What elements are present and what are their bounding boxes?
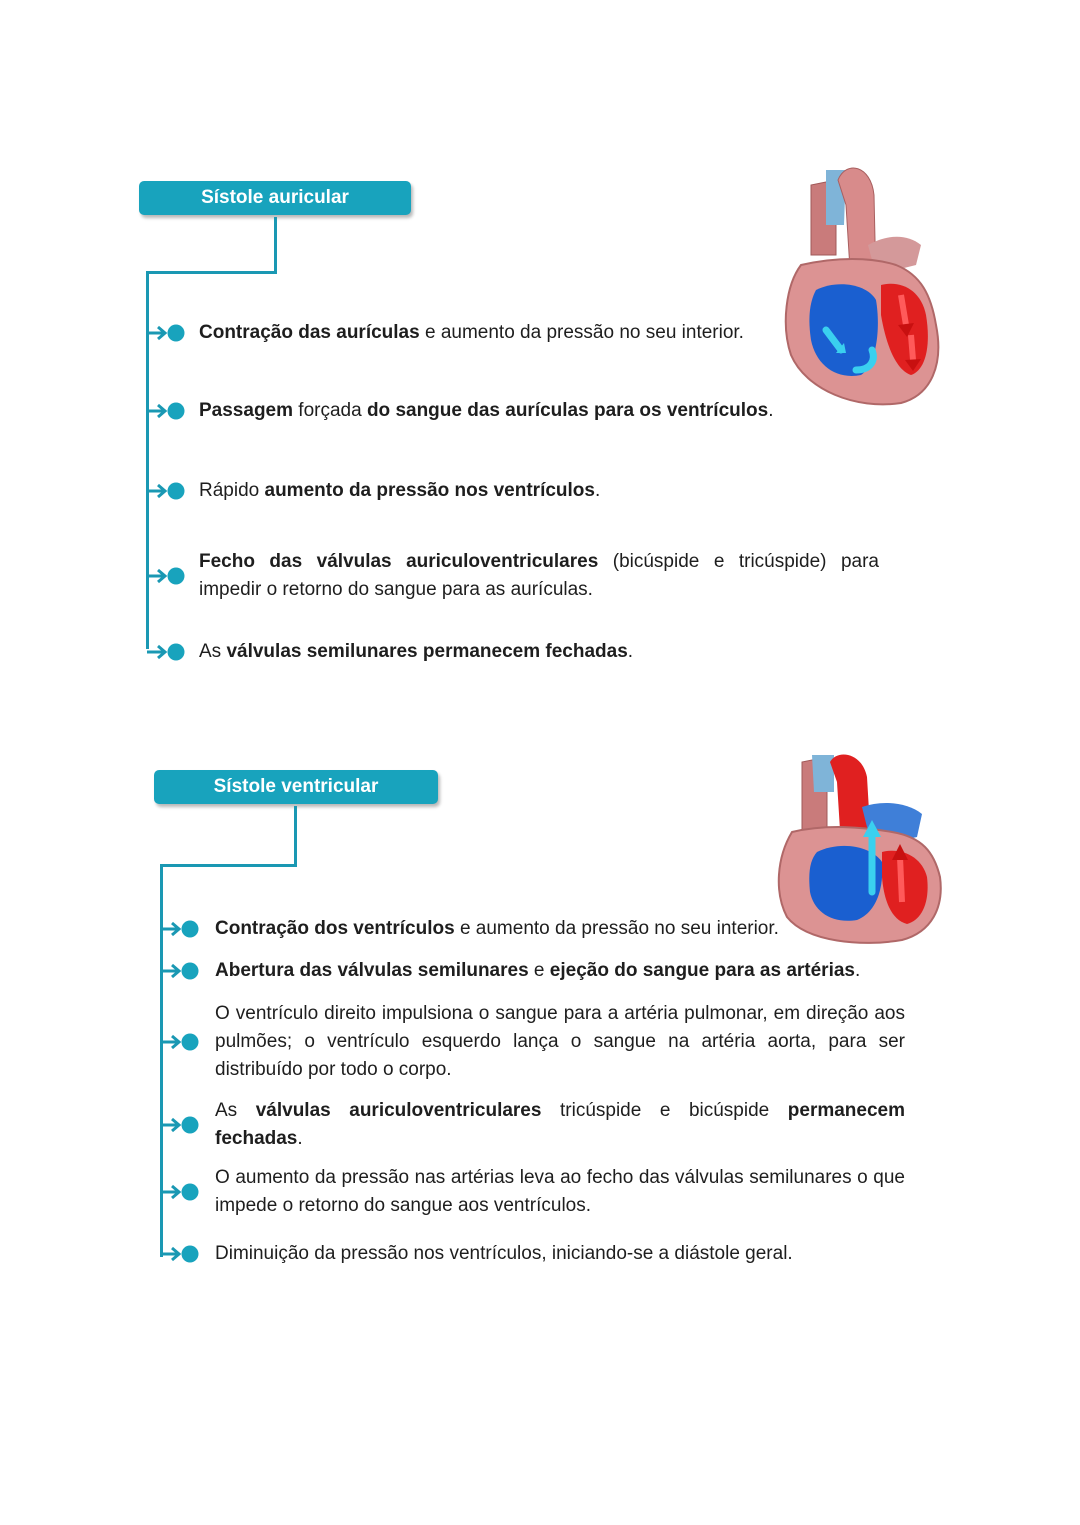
arrow-bullet-icon bbox=[160, 1182, 204, 1202]
text-run: e bbox=[528, 960, 550, 981]
arrow-bullet-icon bbox=[160, 1115, 204, 1135]
bold-text: Passagem bbox=[199, 400, 294, 421]
section-title-ventricular-systole: Sístole ventricular bbox=[154, 770, 438, 804]
bold-text: válvulas auriculoventriculares bbox=[255, 1100, 542, 1121]
bold-text: Contração das aurículas bbox=[199, 322, 420, 343]
list-item bbox=[215, 1097, 905, 1153]
bold-text: Fecho das válvulas auriculoventriculares bbox=[199, 551, 599, 572]
list-item bbox=[199, 638, 879, 666]
arrow-bullet-icon bbox=[146, 401, 190, 421]
list-item bbox=[215, 1000, 905, 1084]
list-item bbox=[215, 1240, 905, 1268]
bold-text: ejeção do sangue para as artérias bbox=[549, 960, 855, 981]
arrow-bullet-icon bbox=[160, 961, 204, 981]
arrow-bullet-icon bbox=[146, 323, 190, 343]
list-item bbox=[215, 957, 905, 985]
arrow-bullet-icon bbox=[146, 481, 190, 501]
text-run: tricúspide e bicúspide bbox=[541, 1100, 788, 1121]
text-run: (bicúspide e tricúspide) para impedir o retorno do sangue para as aurículas. bbox=[199, 551, 879, 600]
arrow-bullet-icon bbox=[146, 566, 190, 586]
arrow-bullet-icon bbox=[160, 1032, 204, 1052]
arrow-bullet-icon bbox=[160, 1244, 204, 1264]
bold-text: válvulas semilunares permanecem fechadas bbox=[226, 641, 628, 662]
section-title-atrial-systole: Sístole auricular bbox=[139, 181, 411, 215]
list-item bbox=[215, 1164, 905, 1220]
bold-text: Abertura das válvulas semilunares bbox=[215, 960, 529, 981]
text-run: As bbox=[199, 641, 227, 662]
text-run: e aumento da pressão no seu interior. bbox=[419, 322, 744, 343]
list-item bbox=[199, 477, 879, 505]
arrow-bullet-icon bbox=[160, 919, 204, 939]
connector-line bbox=[274, 217, 277, 273]
text-run: . bbox=[297, 1128, 303, 1149]
text-run: . bbox=[855, 960, 861, 981]
bold-text: do sangue das aurículas para os ventrículos bbox=[366, 400, 769, 421]
bold-text: permanecem fechadas bbox=[215, 1100, 906, 1149]
text-run: O ventrículo direito impulsiona o sangue para a artéria pulmonar, em direção aos pulmões; o ventrículo esquerdo lança o sangue na artéria aorta, para ser distribuído por todo o corpo. bbox=[215, 1003, 905, 1080]
bold-text: aumento da pressão nos ventrículos bbox=[264, 480, 595, 501]
list-item bbox=[199, 548, 879, 604]
text-run: e aumento da pressão no seu interior. bbox=[454, 918, 779, 939]
text-run: O aumento da pressão nas artérias leva ao fecho das válvulas semilunares o que impede o retorno do sangue aos ventrículos. bbox=[215, 1167, 905, 1216]
connector-line bbox=[146, 271, 277, 274]
text-run: . bbox=[768, 400, 774, 421]
text-run: . bbox=[627, 641, 634, 662]
connector-line bbox=[294, 806, 297, 867]
text-run: Rápido bbox=[199, 480, 265, 501]
heart-atrial-systole-icon bbox=[776, 165, 946, 410]
heart-ventricular-systole-icon bbox=[772, 752, 947, 947]
text-run: Diminuição da pressão nos ventrículos, iniciando-se a diástole geral. bbox=[215, 1243, 793, 1264]
arrow-bullet-icon bbox=[146, 642, 190, 662]
text-run: As bbox=[215, 1100, 256, 1121]
text-run: forçada bbox=[293, 400, 367, 421]
text-run: . bbox=[594, 480, 601, 501]
connector-line bbox=[160, 864, 297, 867]
bold-text: Contração dos ventrículos bbox=[215, 918, 455, 939]
